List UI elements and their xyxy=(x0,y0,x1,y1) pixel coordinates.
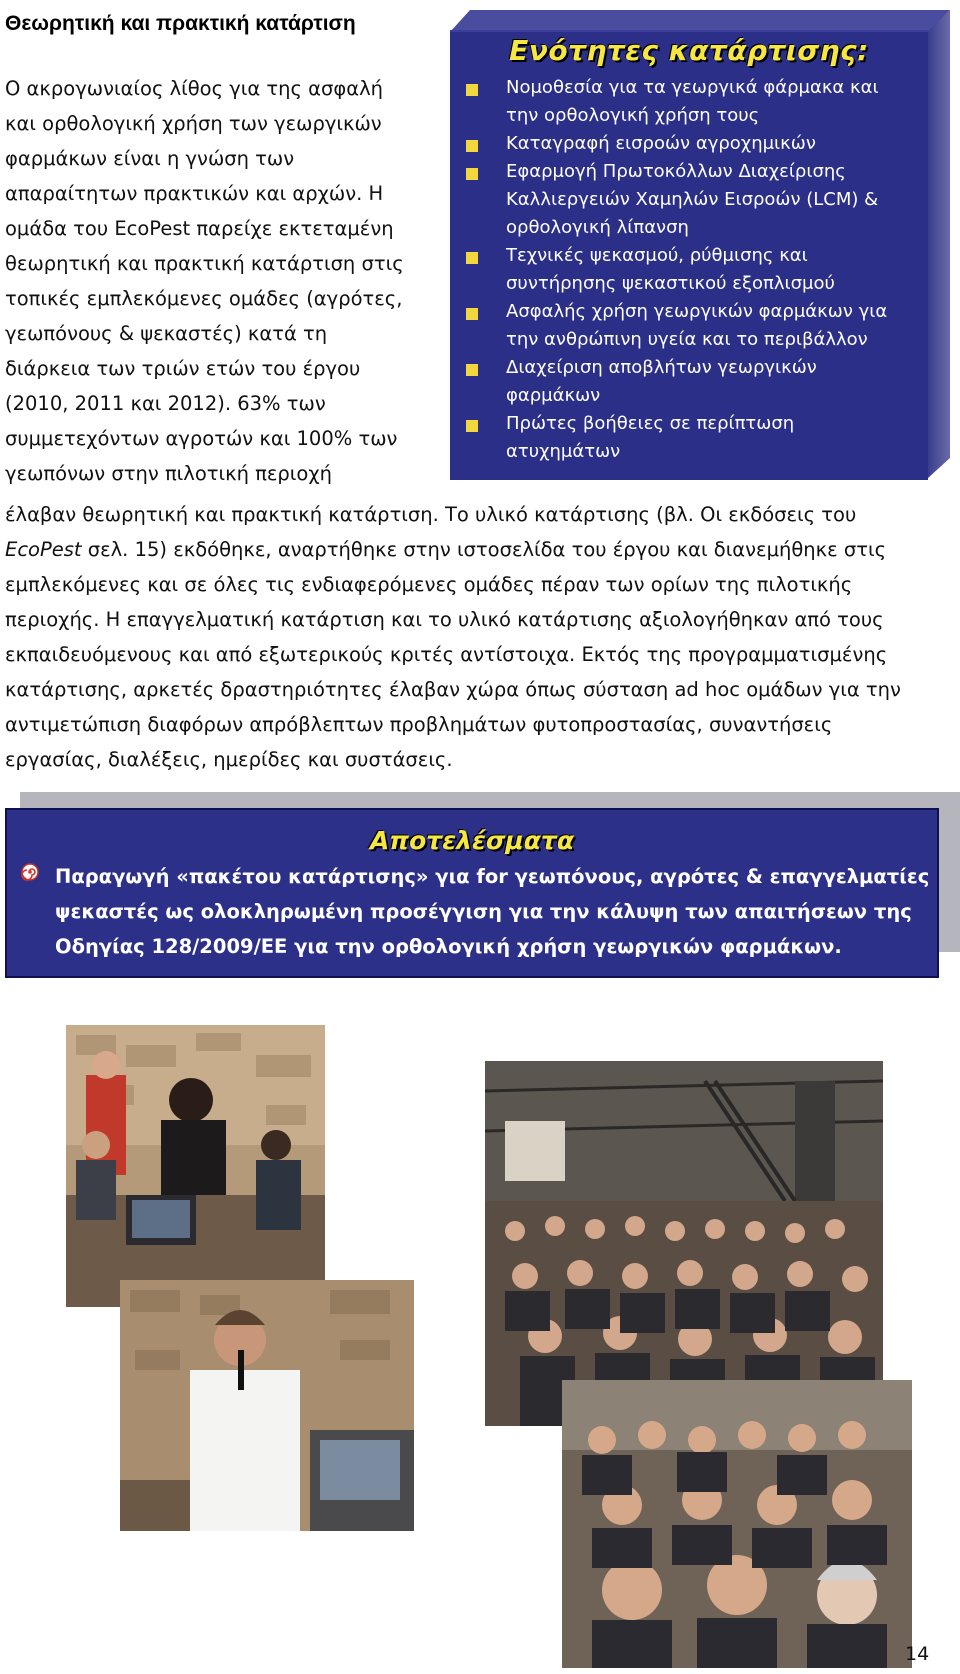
body-line: αντιμετώπιση διαφόρων απρόβλεπτων προβλημάτων φυτοπροστασίας, συναντήσεις xyxy=(5,713,833,736)
topics-box-bevel-side xyxy=(928,10,950,478)
section-title: Θεωρητική και πρακτική κατάρτιση xyxy=(5,12,356,35)
intro-line: συμμετεχόντων αγροτών και 100% των xyxy=(5,427,398,450)
intro-line: Ο ακρογωνιαίος λίθος για της ασφαλή xyxy=(5,77,383,100)
topic-item: Καταγραφή εισροών αγροχημικών xyxy=(458,130,928,158)
body-line: EcoPest σελ. 15) εκδόθηκε, αναρτήθηκε στην ιστοσελίδα του έργου και διανεμήθηκε στις xyxy=(5,538,887,561)
square-bullet-icon xyxy=(466,308,478,320)
topic-item: Ασφαλής χρήση γεωργικών φαρμάκων για την ανθρώπινη υγεία και το περιβάλλον xyxy=(458,298,928,354)
body-line: έλαβαν θεωρητική και πρακτική κατάρτιση. Το υλικό κατάρτισης (βλ. Οι εκδόσεις του xyxy=(5,503,857,526)
intro-line: γεωπόνων στην πιλοτική περιοχή xyxy=(5,462,332,485)
results-text: Παραγωγή «πακέτου κατάρτισης» για for γεωπόνους, αγρότες & επαγγελματίες ψεκαστές ως ολοκληρωμένη προσέγγιση για την κάλυψη των απαιτήσεων της Οδηγίας 128/2009/ΕΕ για την ορθολογική χρήση γεωργικών φαρμάκων. xyxy=(55,865,930,958)
topics-list xyxy=(458,74,928,466)
topic-item: Πρώτες βοήθειες σε περίπτωση ατυχημάτων xyxy=(458,410,928,466)
intro-line: γεωπόνους & ψεκαστές) κατά τη xyxy=(5,322,328,345)
body-line: εκπαιδευόμενους και από εξωτερικούς κριτές αντίστοιχα. Εκτός της προγραμματισμένης xyxy=(5,643,888,666)
training-photo-audience-hall xyxy=(485,1061,883,1426)
body-paragraph xyxy=(5,497,945,777)
square-bullet-icon xyxy=(466,252,478,264)
body-line: περιοχής. Η επαγγελματική κατάρτιση και το υλικό κατάρτισης αξιολογήθηκαν από τους xyxy=(5,608,884,631)
topic-item: Διαχείριση αποβλήτων γεωργικών φαρμάκων xyxy=(458,354,928,410)
topics-heading: Ενότητες κατάρτισης: xyxy=(509,34,869,67)
training-photo-speaker-woman xyxy=(66,1025,325,1307)
topic-item: Τεχνικές ψεκασμού, ρύθμισης και συντήρησης ψεκαστικού εξοπλισμού xyxy=(458,242,928,298)
square-bullet-icon xyxy=(466,420,478,432)
topic-item: Νομοθεσία για τα γεωργικά φάρμακα και την ορθολογική χρήση τους xyxy=(458,74,928,130)
intro-line: ομάδα του EcoPest παρείχε εκτεταμένη xyxy=(5,217,394,240)
intro-line: (2010, 2011 και 2012). 63% των xyxy=(5,392,326,415)
body-line: εργασίας, διαλέξεις, ημερίδες και συστάσεις. xyxy=(5,748,453,771)
body-line: κατάρτισης, αρκετές δραστηριότητες έλαβαν χώρα όπως σύσταση ad hoc ομάδων για την xyxy=(5,678,901,701)
square-bullet-icon xyxy=(466,364,478,376)
intro-line: απαραίτητων πρακτικών και αρχών. Η xyxy=(5,182,384,205)
intro-line: θεωρητική και πρακτική κατάρτιση στις xyxy=(5,252,404,275)
topic-item: Εφαρμογή Πρωτοκόλλων Διαχείρισης Καλλιεργειών Χαμηλών Εισροών (LCM) & ορθολογική λίπανση xyxy=(458,158,928,242)
intro-line: και ορθολογική χρήση των γεωργικών xyxy=(5,112,382,135)
results-heading: Αποτελέσματα xyxy=(369,826,575,855)
intro-line: διάρκεια των τριών ετών του έργου xyxy=(5,357,361,380)
topics-box-bevel-top xyxy=(450,10,950,32)
ecopest-italic: EcoPest xyxy=(5,538,82,561)
training-photo-audience-close xyxy=(562,1380,912,1668)
page-number: 14 xyxy=(905,1643,930,1665)
body-line: εμπλεκόμενες και σε όλες τις ενδιαφερόμενες ομάδες πέραν των ορίων της πιλοτικής xyxy=(5,573,853,596)
intro-line: τοπικές εμπλεκόμενες ομάδες (αγρότες, xyxy=(5,287,403,310)
intro-line: φαρμάκων είναι η γνώση των xyxy=(5,147,295,170)
spiral-bullet-icon xyxy=(21,863,39,881)
intro-paragraph xyxy=(5,71,425,491)
training-photo-speaker-man xyxy=(120,1280,414,1531)
square-bullet-icon xyxy=(466,168,478,180)
square-bullet-icon xyxy=(466,140,478,152)
square-bullet-icon xyxy=(466,84,478,96)
